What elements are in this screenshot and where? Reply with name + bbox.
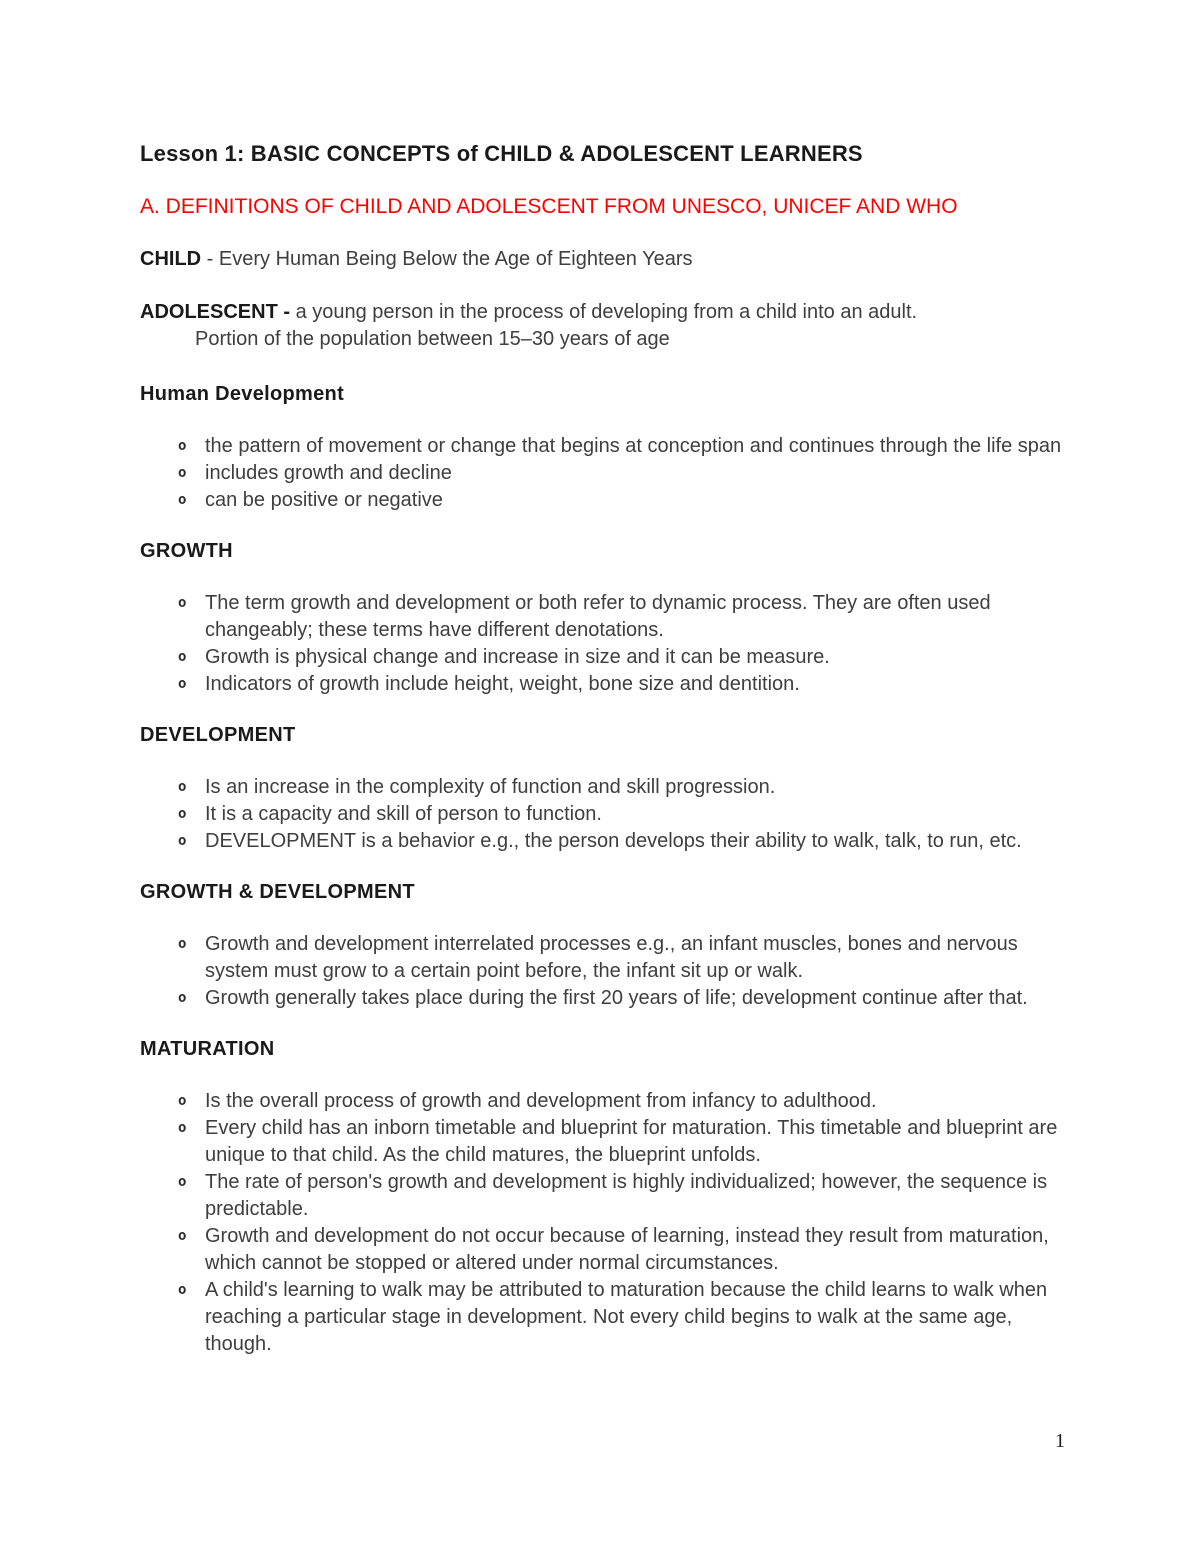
bullet-text: Indicators of growth include height, weight, bone size and dentition. xyxy=(205,673,800,695)
bullet-text: A child's learning to walk may be attributed to maturation because the child learns to walk when reaching a particular stage in development. Not every child begins to walk at the same age, though. xyxy=(205,1279,1048,1355)
bullet-marker: o xyxy=(178,1120,187,1136)
bullet-text: The term growth and development or both refer to dynamic process. They are often used changeably; these terms have different denotations. xyxy=(205,592,991,641)
bullet-text: It is a capacity and skill of person to function. xyxy=(205,803,602,825)
growth-and-development-list xyxy=(140,931,1063,1012)
list-item xyxy=(178,774,1063,801)
list-item xyxy=(178,801,1063,828)
list-item xyxy=(178,433,1063,460)
adolescent-definition xyxy=(140,299,1063,353)
list-item xyxy=(178,931,1063,985)
list-item xyxy=(178,671,1063,698)
bullet-marker: o xyxy=(178,492,187,508)
list-item xyxy=(178,590,1063,644)
section-growth-and-development xyxy=(140,879,1063,1012)
list-item xyxy=(178,985,1063,1012)
bullet-marker: o xyxy=(178,595,187,611)
adolescent-definition-text: a young person in the process of developing from a child into an adult. xyxy=(295,301,918,323)
bullet-marker: o xyxy=(178,438,187,454)
bullet-text: Every child has an inborn timetable and blueprint for maturation. This timetable and blueprint are unique to that child. As the child matures, the blueprint unfolds. xyxy=(205,1117,1058,1166)
page-number: 1 xyxy=(1055,1430,1065,1452)
bullet-text: Growth is physical change and increase in size and it can be measure. xyxy=(205,646,830,668)
list-item xyxy=(178,644,1063,671)
list-item xyxy=(178,1223,1063,1277)
child-definition xyxy=(140,246,1063,273)
bullet-text: the pattern of movement or change that begins at conception and continues through the life span xyxy=(205,435,1062,457)
child-definition-text: - Every Human Being Below the Age of Eighteen Years xyxy=(206,248,693,270)
bullet-marker: o xyxy=(178,1228,187,1244)
section-a-heading: A. DEFINITIONS OF CHILD AND ADOLESCENT FROM UNESCO, UNICEF AND WHO xyxy=(140,195,958,218)
human-development-list xyxy=(140,433,1063,514)
adolescent-term: ADOLESCENT - xyxy=(140,301,290,323)
section-heading-human-development: Human Development xyxy=(140,383,345,405)
bullet-text: Is the overall process of growth and development from infancy to adulthood. xyxy=(205,1090,877,1112)
document-content xyxy=(140,140,1063,1382)
bullet-marker: o xyxy=(178,465,187,481)
bullet-text: DEVELOPMENT is a behavior e.g., the person develops their ability to walk, talk, to run, etc. xyxy=(205,830,1022,852)
bullet-text: includes growth and decline xyxy=(205,462,452,484)
section-development xyxy=(140,722,1063,855)
bullet-text: Growth and development do not occur because of learning, instead they result from maturation, which cannot be stopped or altered under normal circumstances. xyxy=(205,1225,1049,1274)
bullet-marker: o xyxy=(178,779,187,795)
bullet-text: Growth and development interrelated processes e.g., an infant muscles, bones and nervous system must grow to a certain point before, the infant sit up or walk. xyxy=(205,933,1018,982)
bullet-text: The rate of person's growth and development is highly individualized; however, the sequence is predictable. xyxy=(205,1171,1048,1220)
list-item xyxy=(178,1169,1063,1223)
lesson-title: Lesson 1: BASIC CONCEPTS of CHILD & ADOLESCENT LEARNERS xyxy=(140,141,863,166)
bullet-marker: o xyxy=(178,936,187,952)
bullet-marker: o xyxy=(178,1093,187,1109)
list-item xyxy=(178,1277,1063,1358)
bullet-marker: o xyxy=(178,806,187,822)
list-item xyxy=(178,460,1063,487)
list-item xyxy=(178,1088,1063,1115)
development-list xyxy=(140,774,1063,855)
list-item xyxy=(178,487,1063,514)
section-heading-maturation: MATURATION xyxy=(140,1038,275,1060)
bullet-marker: o xyxy=(178,649,187,665)
bullet-text: Is an increase in the complexity of function and skill progression. xyxy=(205,776,776,798)
section-human-development xyxy=(140,381,1063,514)
bullet-marker: o xyxy=(178,990,187,1006)
bullet-marker: o xyxy=(178,1282,187,1298)
bullet-text: can be positive or negative xyxy=(205,489,443,511)
bullet-marker: o xyxy=(178,833,187,849)
adolescent-definition-line2: Portion of the population between 15–30 years of age xyxy=(195,328,670,350)
section-heading-growth-and-development: GROWTH & DEVELOPMENT xyxy=(140,881,415,903)
section-heading-development: DEVELOPMENT xyxy=(140,724,296,746)
section-maturation xyxy=(140,1036,1063,1358)
bullet-marker: o xyxy=(178,676,187,692)
bullet-text: Growth generally takes place during the first 20 years of life; development continue after that. xyxy=(205,987,1028,1009)
section-growth xyxy=(140,538,1063,698)
bullet-marker: o xyxy=(178,1174,187,1190)
list-item xyxy=(178,1115,1063,1169)
section-heading-growth: GROWTH xyxy=(140,540,233,562)
maturation-list xyxy=(140,1088,1063,1358)
growth-list xyxy=(140,590,1063,698)
list-item xyxy=(178,828,1063,855)
child-term: CHILD xyxy=(140,248,202,270)
